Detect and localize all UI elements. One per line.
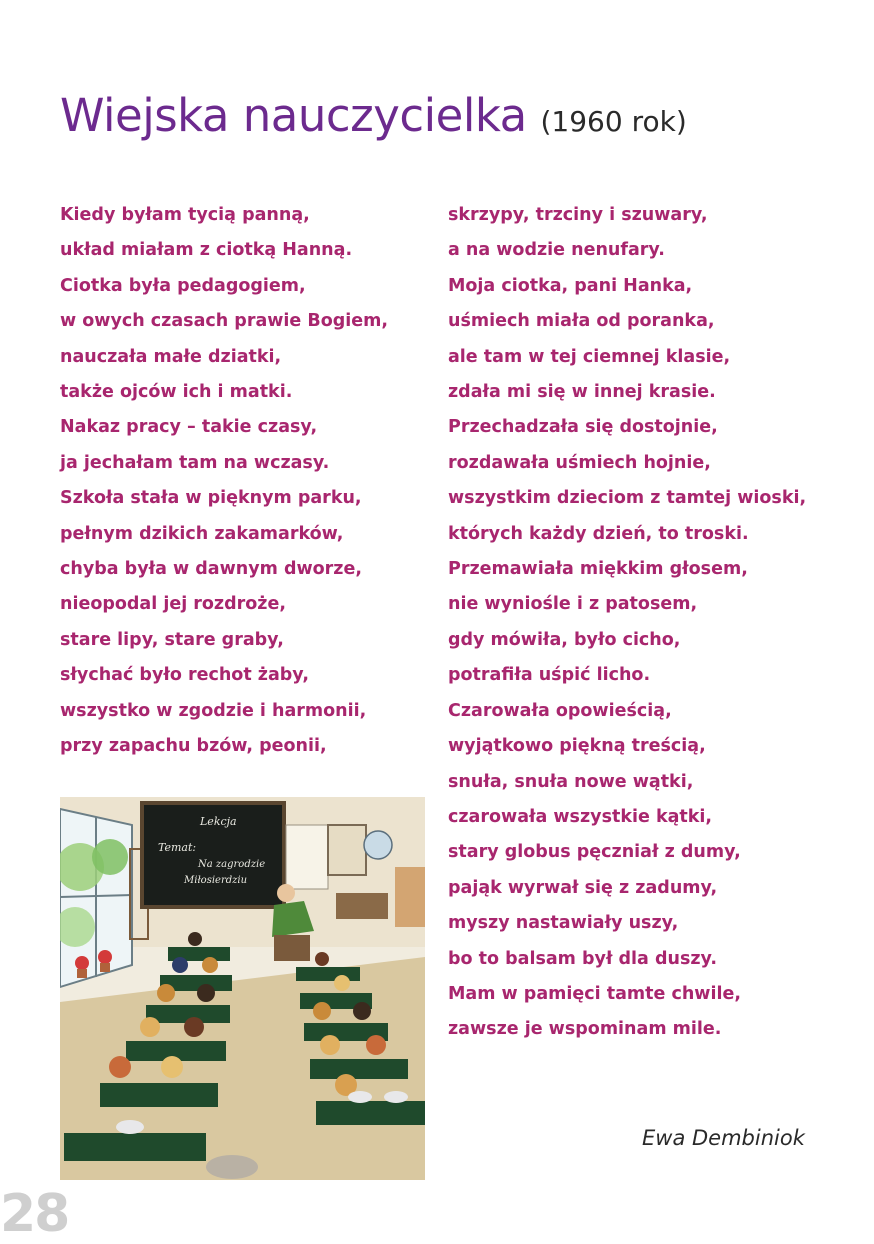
- pupil: [197, 984, 215, 1002]
- poem-column-left: [60, 198, 388, 765]
- poem-line: Moja ciotka, pani Hanka,: [448, 275, 693, 296]
- poem-line: Mam w pamięci tamte chwile,: [448, 983, 741, 1004]
- pupil: [109, 1056, 131, 1078]
- poem-line: Szkoła stała w pięknym parku,: [60, 488, 362, 509]
- classroom-illustration: [60, 797, 425, 1180]
- poem-column-right: [448, 198, 806, 1048]
- poem-line: Ciotka była pedagogiem,: [60, 275, 306, 296]
- poem-line: bo to balsam był dla duszy.: [448, 948, 717, 969]
- pupil: [315, 952, 329, 966]
- alphabet-chart: [286, 825, 328, 889]
- poem-line: w owych czasach prawie Bogiem,: [60, 311, 389, 332]
- poem-line: wszystko w zgodzie i harmonii,: [60, 700, 367, 721]
- school-desk: [296, 967, 360, 981]
- poem-line: Czarowała opowieścią,: [448, 700, 672, 721]
- poem-line: Kiedy byłam tycią panną,: [60, 205, 310, 225]
- poem-line: zawsze je wspominam mile.: [448, 1019, 722, 1040]
- mouse: [348, 1091, 372, 1103]
- pupil: [140, 1017, 160, 1037]
- school-desk: [64, 1133, 206, 1161]
- pupil: [161, 1056, 183, 1078]
- poem-line: ale tam w tej ciemnej klasie,: [448, 346, 731, 367]
- page-title: [60, 86, 687, 152]
- blackboard-text: Lekcja: [200, 815, 237, 828]
- poem-line: myszy nastawiały uszy,: [448, 913, 679, 934]
- poem-line: nie wyniośle i z patosem,: [448, 594, 698, 615]
- page-number: 28: [0, 1184, 69, 1244]
- school-desk: [310, 1059, 408, 1079]
- flower: [98, 950, 112, 964]
- poem-line: nieopodal jej rozdroże,: [60, 594, 287, 615]
- flower-pot: [77, 969, 87, 978]
- flower-pot: [100, 963, 110, 972]
- author-signature: Ewa Dembiniok: [642, 1126, 805, 1150]
- stuffed-deer: [395, 867, 425, 927]
- poem-line: skrzypy, trzciny i szuwary,: [448, 205, 708, 225]
- poem-line: gdy mówiła, było cicho,: [448, 629, 681, 650]
- poem-line: zdała mi się w innej krasie.: [448, 382, 716, 403]
- poem-line: czarowała wszystkie kątki,: [448, 806, 713, 827]
- teacher-desk: [336, 893, 388, 919]
- poem-line: wyjątkowo piękną treścią,: [448, 736, 706, 757]
- poem-line: uśmiech miała od poranka,: [448, 311, 715, 332]
- tree-outside: [92, 839, 128, 875]
- poem-line: a na wodzie nenufary.: [448, 240, 665, 261]
- mouse: [384, 1091, 408, 1103]
- poem-line: Nakaz pracy – takie czasy,: [60, 417, 318, 438]
- blackboard-text: Temat:: [158, 841, 197, 854]
- poem-line: chyba była w dawnym dworze,: [60, 559, 363, 580]
- pupil: [202, 957, 218, 973]
- pupil: [313, 1002, 331, 1020]
- poem-line: także ojców ich i matki.: [60, 382, 293, 403]
- poem-line: wszystkim dzieciom z tamtej wioski,: [448, 488, 807, 509]
- school-desk: [100, 1083, 218, 1107]
- globe: [364, 831, 392, 859]
- pupil: [184, 1017, 204, 1037]
- poem-line: stare lipy, stare graby,: [60, 629, 284, 650]
- poem-line: potrafiła uśpić licho.: [448, 665, 651, 686]
- poem-line: nauczała małe dziatki,: [60, 346, 282, 367]
- poem-line: snuła, snuła nowe wątki,: [448, 771, 694, 792]
- pupil: [320, 1035, 340, 1055]
- pupil: [172, 957, 188, 973]
- title-year: (1960 rok): [540, 105, 687, 138]
- pupil: [366, 1035, 386, 1055]
- classroom-painting: [60, 797, 425, 1180]
- poem-line: Przechadzała się dostojnie,: [448, 417, 718, 438]
- pupil: [188, 932, 202, 946]
- flower: [75, 956, 89, 970]
- blackboard-text: Na zagrodzie: [198, 859, 266, 870]
- cat: [206, 1155, 258, 1179]
- pupil: [334, 975, 350, 991]
- poem-line: rozdawała uśmiech hojnie,: [448, 452, 711, 473]
- title-main: Wiejska nauczycielka: [60, 89, 527, 142]
- poem-line: których każdy dzień, to troski.: [448, 523, 749, 544]
- poem-line: słychać było rechot żaby,: [60, 665, 309, 686]
- mouse: [116, 1120, 144, 1134]
- pupil: [157, 984, 175, 1002]
- wall-picture: [328, 825, 366, 875]
- poem-line: pająk wyrwał się z zadumy,: [448, 877, 718, 898]
- poem-line: Przemawiała miękkim głosem,: [448, 559, 748, 580]
- poem-line: przy zapachu bzów, peonii,: [60, 736, 327, 757]
- teacher-skirt: [274, 935, 310, 961]
- poem-line: ja jechałam tam na wczasy.: [60, 452, 330, 473]
- teacher-head: [277, 884, 295, 902]
- poem-line: stary globus pęczniał z dumy,: [448, 842, 741, 863]
- poem-line: układ miałam z ciotką Hanną.: [60, 240, 353, 261]
- blackboard-text: Miłosierdziu: [184, 875, 248, 886]
- poem-line: pełnym dzikich zakamarków,: [60, 523, 344, 544]
- pupil: [353, 1002, 371, 1020]
- school-desk: [316, 1101, 425, 1125]
